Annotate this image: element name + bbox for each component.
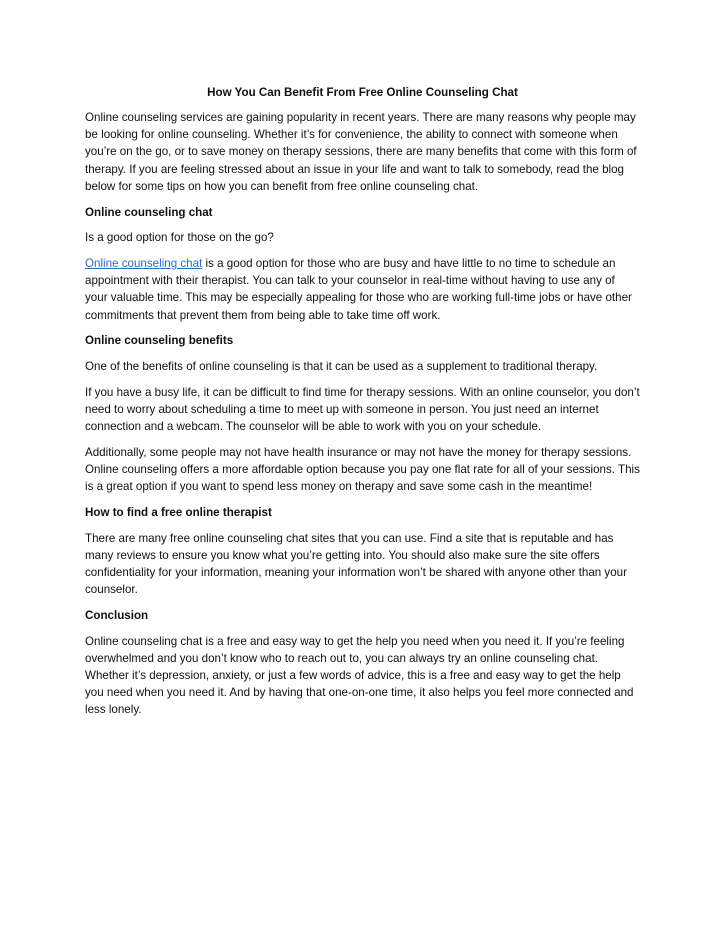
- document-title: How You Can Benefit From Free Online Counseling Chat: [207, 86, 518, 99]
- section2-paragraph-2: If you have a busy life, it can be difficult to find time for therapy sessions. With an online counselor, you don’t need to worry about scheduling a time to meet up with someone in person. You just need an internet connection and a webcam. The counselor will be able to work with you on your schedule.: [85, 385, 640, 434]
- section2-paragraph-3: Additionally, some people may not have health insurance or may not have the money for therapy sessions. Online counseling offers a more affordable option because you pay one flat rate for all of your sessions. This is a great option if you want to spend less money on therapy and save some cash in the meantime!: [85, 445, 640, 494]
- document-page: [85, 84, 640, 727]
- section-heading-online-counseling-chat: Online counseling chat: [85, 205, 213, 219]
- section-heading-conclusion: Conclusion: [85, 608, 149, 622]
- intro-paragraph: Online counseling services are gaining popularity in recent years. There are many reasons why people may be looking for online counseling. Whether it’s for convenience, the ability to connect with someone when you’re on the go, or to save money on therapy sessions, there are many benefits that come with this form of therapy. If you are feeling stressed about an issue in your life and want to talk to somebody, read the blog below for some tips on how you can benefit from free online counseling chat.: [85, 111, 637, 193]
- online-counseling-chat-link[interactable]: Online counseling chat: [85, 256, 203, 270]
- section4-paragraph-1: Online counseling chat is a free and easy way to get the help you need when you need it. If you’re feeling overwhelmed and you don’t know who to reach out to, you can always try an online counseling chat. Whether it’s depression, anxiety, or just a few words of advice, this is a free and easy way to get the help you need when you need it. And by having that one-on-one time, it also helps you feel more connected and less lonely.: [85, 634, 634, 717]
- section1-paragraph-2-text: is a good option for those who are busy and have little to no time to schedule an appointment with their therapist. You can talk to your counselor in real-time without having to use any of your valuable time. This may be especially appealing for those who are working full-time jobs or have other commitments that prevent them from being able to take time off work.: [85, 256, 632, 322]
- section1-paragraph-2: [85, 255, 640, 324]
- section3-paragraph-1: There are many free online counseling chat sites that you can use. Find a site that is reputable and has many reviews to ensure you know what you’re getting into. You should also make sure the site offers confidentiality for your information, meaning your information won’t be shared with anyone other than your counselor.: [85, 531, 627, 597]
- section-heading-find-free-therapist: How to find a free online therapist: [85, 505, 272, 519]
- section-heading-online-counseling-benefits: Online counseling benefits: [85, 334, 234, 348]
- section2-paragraph-1: One of the benefits of online counseling is that it can be used as a supplement to traditional therapy.: [85, 359, 598, 373]
- section1-paragraph-1: Is a good option for those on the go?: [85, 231, 274, 245]
